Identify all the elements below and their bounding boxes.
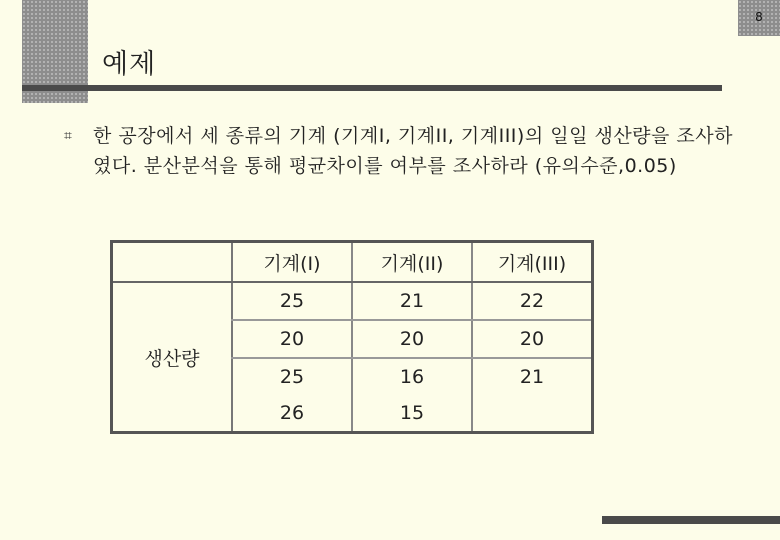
- table-cell: 21: [472, 358, 593, 395]
- table-cell: 21: [352, 282, 472, 320]
- table-cell: 20: [352, 320, 472, 358]
- table-cell: 20: [472, 320, 593, 358]
- problem-statement: 한 공장에서 세 종류의 기계 (기계I, 기계II, 기계III)의 일일 생산량을 조사하였다. 분산분석을 통해 평균차이를 여부를 조사하라 (유의수준,0.05): [93, 125, 733, 177]
- title-underline-rule: [22, 85, 722, 91]
- row-group-label: 생산량: [144, 347, 200, 370]
- table-cell: [472, 395, 593, 433]
- column-header: 기계(I): [232, 242, 352, 283]
- table-cell: 22: [472, 282, 593, 320]
- production-table: [110, 240, 594, 434]
- table-cell: 25: [232, 358, 352, 395]
- footer-rule: [602, 516, 780, 524]
- table-cell: 16: [352, 358, 472, 395]
- page-number-box: [738, 0, 780, 36]
- page-number: 8: [755, 10, 763, 24]
- table-cell: 26: [232, 395, 352, 433]
- slide-title: 예제: [102, 49, 157, 80]
- column-header: 기계(II): [352, 242, 472, 283]
- hash-bullet-icon: ⌗: [64, 128, 72, 144]
- table-cell: 25: [232, 282, 352, 320]
- table-cell: 15: [352, 395, 472, 433]
- table-row: [112, 282, 593, 320]
- table-header-row: [112, 242, 593, 283]
- column-header: 기계(III): [472, 242, 593, 283]
- table-cell: 20: [232, 320, 352, 358]
- table-corner-cell: [112, 242, 233, 283]
